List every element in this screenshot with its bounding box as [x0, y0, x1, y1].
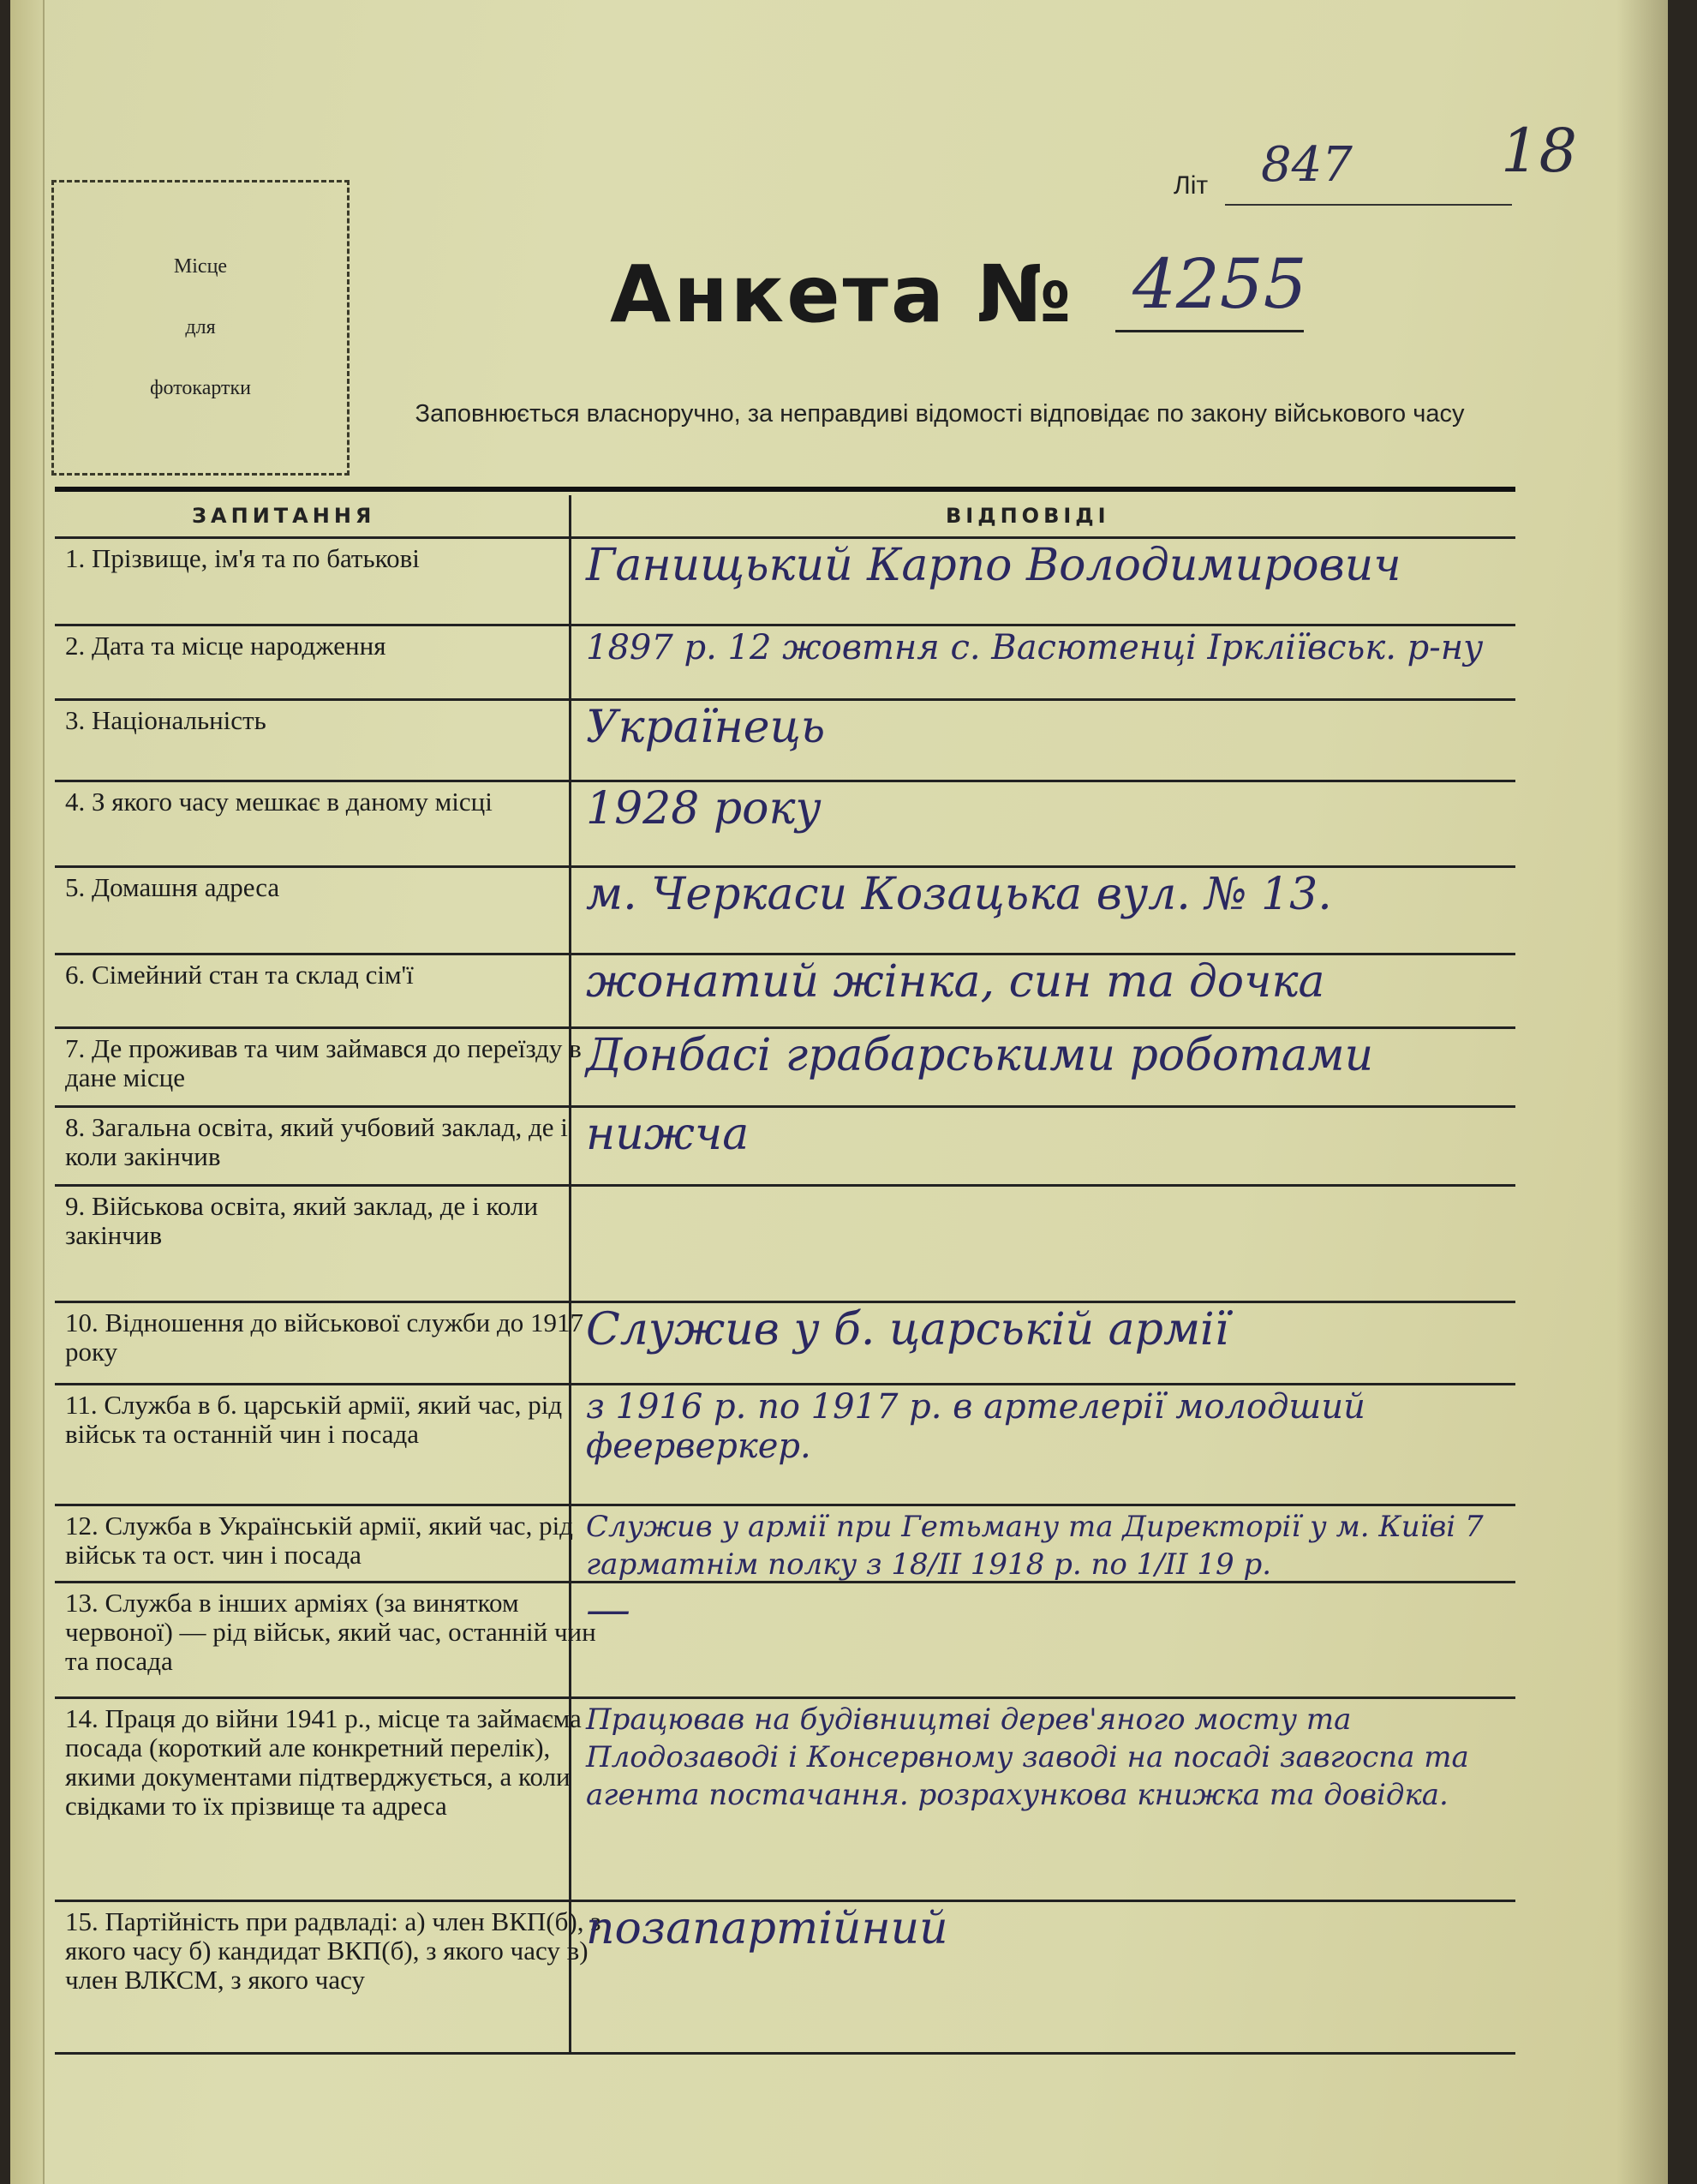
table-row — [55, 780, 1515, 865]
table-row — [55, 1301, 1515, 1383]
answer-handwriting: Служив у б. царській армії — [586, 1304, 1229, 1355]
question-text: 14. Праця до війни 1941 р., місце та займаєма посада (короткий але конкретний перелік), якими документами підтверджується, а коли свідками то їх прізвище та адреса — [65, 1703, 582, 1821]
answer-handwriting: м. Черкаси Козацька вул. № 13. — [586, 869, 1332, 920]
table-row — [55, 1105, 1515, 1184]
answer-handwriting: позапартійний — [586, 1903, 948, 1954]
answer-handwriting: 1897 р. 12 жовтня с. Васютенці Іркліївськ. р-ну — [586, 628, 1484, 667]
question-text: 8. Загальна освіта, який учбовий заклад, де і коли закінчив — [65, 1112, 568, 1171]
form-title: Анкета № — [610, 248, 1074, 340]
table-top-rule — [55, 487, 1515, 492]
question-text: 10. Відношення до військової служби до 1917 року — [65, 1307, 583, 1367]
question-text: 9. Військова освіта, який заклад, де і коли закінчив — [65, 1191, 539, 1250]
lit-underline — [1225, 204, 1512, 206]
question-text: 7. Де проживав та чим займався до переїзду в дане місце — [65, 1033, 582, 1092]
lit-value: 847 — [1261, 137, 1353, 193]
answer-handwriting: нижча — [586, 1109, 750, 1160]
photo-placeholder — [51, 180, 350, 476]
questions-header: ЗАПИТАННЯ — [192, 504, 376, 528]
question-text: 5. Домашня адреса — [65, 872, 280, 902]
table-row — [55, 953, 1515, 1026]
answers-header: ВІДПОВІДІ — [946, 504, 1110, 528]
question-text: 12. Служба в Українській армії, який час, рід військ та ост. чин і посада — [65, 1511, 573, 1570]
answer-handwriting: Донбасі грабарськими роботами — [586, 1030, 1374, 1081]
answer-handwriting: — — [586, 1584, 630, 1636]
photo-label-3: фотокартки — [149, 377, 252, 399]
table-row — [55, 1504, 1515, 1581]
table-row — [55, 1696, 1515, 1900]
question-text: 2. Дата та місце народження — [65, 631, 386, 661]
answer-handwriting: Служив у армії при Гетьману та Директорії у м. Київі 7 гарматнім полку з 18/II 1918 р. по 1/II 19 р. — [586, 1510, 1484, 1582]
photo-label-2: для — [185, 316, 216, 338]
table-header — [55, 495, 1515, 536]
corner-page-number: 18 — [1501, 116, 1578, 186]
table-row — [55, 865, 1515, 953]
answer-handwriting: Українець — [586, 702, 826, 753]
question-text: 4. З якого часу мешкає в даному місці — [65, 787, 493, 817]
question-text: 3. Національність — [65, 705, 266, 735]
table-row — [55, 1581, 1515, 1696]
answer-handwriting: жонатий жінка, син та дочка — [586, 956, 1325, 1008]
answer-handwriting: Ганищький Карпо Володимирович — [586, 540, 1401, 591]
table-bottom-rule — [55, 2052, 1515, 2055]
form-number: 4255 — [1132, 244, 1307, 324]
title-number-underline — [1115, 330, 1304, 332]
question-text: 11. Служба в б. царській армії, який час, рід військ та останній чин і посада — [65, 1390, 563, 1449]
page-edge-shadow — [1616, 0, 1668, 2184]
answer-handwriting: Працював на будівництві дерев'яного мосту та Плодозаводі і Консервному заводі на посаді завгоспа та агента постачання. розрахункова книжка та довідка. — [586, 1702, 1469, 1812]
table-row — [55, 536, 1515, 624]
table-row — [55, 1900, 1515, 2052]
table-row — [55, 1026, 1515, 1105]
table-row — [55, 1184, 1515, 1301]
form-subtitle: Заповнюється власноручно, за неправдиві відомості відповідає по закону військового часу — [415, 400, 1465, 428]
answer-handwriting: з 1916 р. по 1917 р. в артелерії молодший феерверкер. — [586, 1387, 1365, 1466]
answer-handwriting: 1928 року — [586, 783, 822, 835]
question-text: 13. Служба в інших арміях (за винятком червоної) — рід військ, який час, останній чин та посада — [65, 1588, 596, 1676]
table-row — [55, 1383, 1515, 1504]
question-text: 6. Сімейний стан та склад сім'ї — [65, 960, 414, 990]
questionnaire-page — [10, 0, 1668, 2184]
table-row — [55, 624, 1515, 698]
photo-label-1: Місце — [173, 255, 228, 278]
lit-label: Літ — [1174, 171, 1209, 200]
question-text: 1. Прізвище, ім'я та по батькові — [65, 543, 420, 573]
table-row — [55, 698, 1515, 780]
question-text: 15. Партійність при радвладі: а) член ВКП(б), з якого часу б) кандидат ВКП(б), з якого часу в) член ВЛКСМ, з якого часу — [65, 1906, 601, 1995]
page-binding — [10, 0, 45, 2184]
